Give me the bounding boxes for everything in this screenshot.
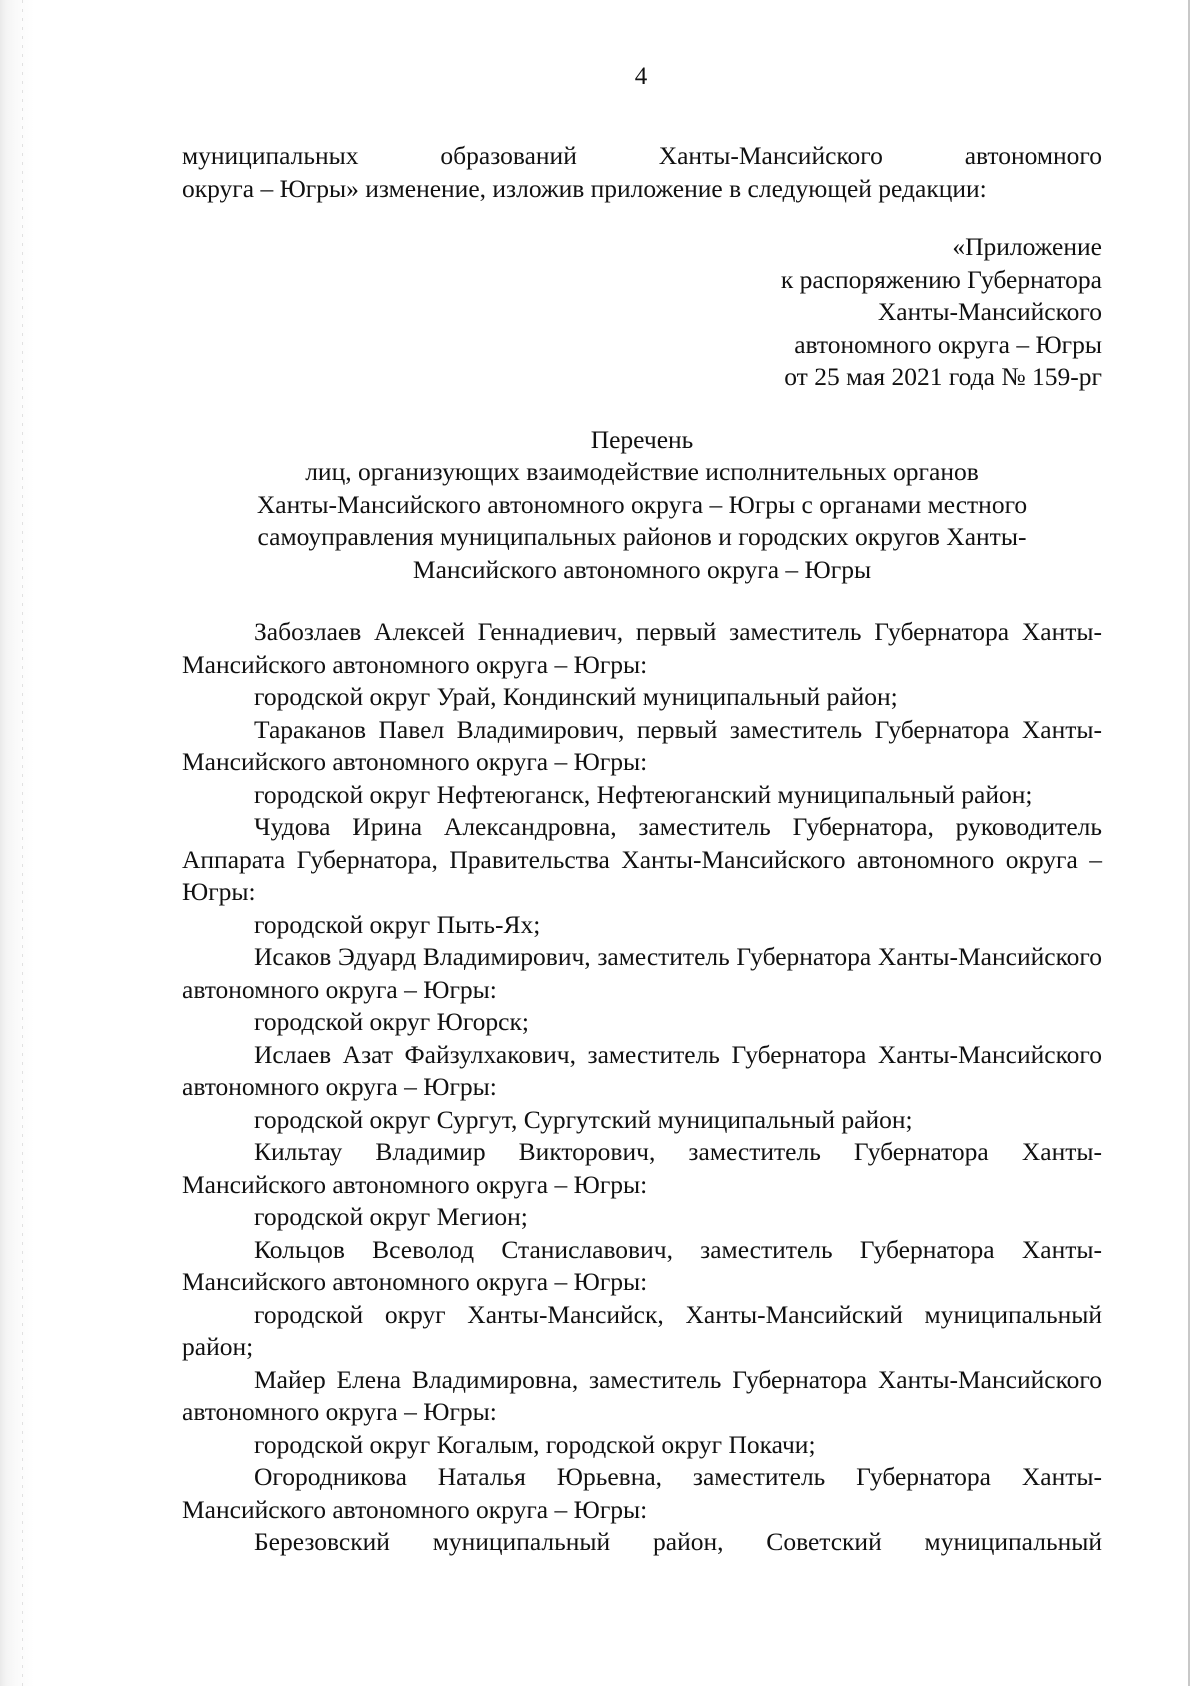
appendix-line: Ханты-Мансийского — [877, 297, 1102, 326]
document-body — [182, 140, 1102, 1559]
scan-edge-right — [1188, 0, 1190, 1686]
official-entry: Майер Елена Владимировна, заместитель Губернатора Ханты-Мансийского автономного округа – Югры: — [182, 1364, 1102, 1426]
title-heading: Перечень — [590, 424, 694, 454]
official-entry: Чудова Ирина Александровна, заместитель Губернатора, руководитель Аппарата Губернатора, Правительства Ханты-Мансийского автономного округа – Югры: — [182, 812, 1102, 906]
list-title — [182, 424, 1102, 587]
appendix-line: от 25 мая 2021 года № 159-рг — [784, 362, 1102, 391]
official-areas: городской округ Урай, Кондинский муниципальный район; — [254, 682, 898, 711]
intro-line-2: округа – Югры» изменение, изложив приложение в следующей редакции: — [182, 173, 987, 203]
official-entry: Огородникова Наталья Юрьевна, заместитель Губернатора Ханты-Мансийского автономного округа – Югры: — [182, 1462, 1102, 1524]
appendix-line: «Приложение — [952, 232, 1102, 261]
official-entry: Исаков Эдуард Владимирович, заместитель Губернатора Ханты-Мансийского автономного округа – Югры: — [182, 942, 1102, 1004]
official-areas: городской округ Югорск; — [254, 1007, 529, 1036]
appendix-block — [182, 231, 1102, 394]
official-entry: Тараканов Павел Владимирович, первый заместитель Губернатора Ханты-Мансийского автономного округа – Югры: — [182, 714, 1102, 776]
intro-line-1: муниципальных образований Ханты-Мансийского автономного — [182, 141, 1102, 170]
title-line: Мансийского автономного округа – Югры — [412, 554, 872, 584]
official-areas: городской округ Нефтеюганск, Нефтеюганский муниципальный район; — [254, 779, 1033, 809]
official-areas: городской округ Пыть-Ях; — [254, 909, 541, 939]
official-areas: Березовский муниципальный район, Советский муниципальный — [254, 1527, 1102, 1556]
official-entry: Кильтау Владимир Викторович, заместитель Губернатора Ханты-Мансийского автономного округа – Югры: — [182, 1137, 1102, 1199]
scan-edge-left — [0, 0, 34, 1686]
official-areas: городской округ Сургут, Сургутский муниципальный район; — [254, 1104, 913, 1134]
official-areas: городской округ Когалым, городской округ Покачи; — [254, 1429, 816, 1459]
appendix-line: автономного округа – Югры — [794, 329, 1102, 359]
official-entry: Кольцов Всеволод Станиславович, заместитель Губернатора Ханты-Мансийского автономного округа – Югры: — [182, 1234, 1102, 1296]
page-number: 4 — [634, 63, 648, 90]
officials-list — [182, 616, 1102, 1559]
official-areas: городской округ Ханты-Мансийск, Ханты-Мансийский муниципальный район; — [182, 1299, 1102, 1361]
appendix-line: к распоряжению Губернатора — [780, 264, 1102, 294]
official-entry: Ислаев Азат Файзулхакович, заместитель Губернатора Ханты-Мансийского автономного округа – Югры: — [182, 1039, 1102, 1101]
title-line: Ханты-Мансийского автономного округа – Югры с органами местного — [256, 489, 1028, 519]
title-line: самоуправления муниципальных районов и городских округов Ханты- — [257, 522, 1027, 551]
title-line: лиц, организующих взаимодействие исполнительных органов — [305, 457, 979, 486]
official-entry: Забозлаев Алексей Геннадиевич, первый заместитель Губернатора Ханты-Мансийского автономного округа – Югры: — [182, 617, 1102, 679]
official-areas: городской округ Мегион; — [254, 1202, 528, 1231]
